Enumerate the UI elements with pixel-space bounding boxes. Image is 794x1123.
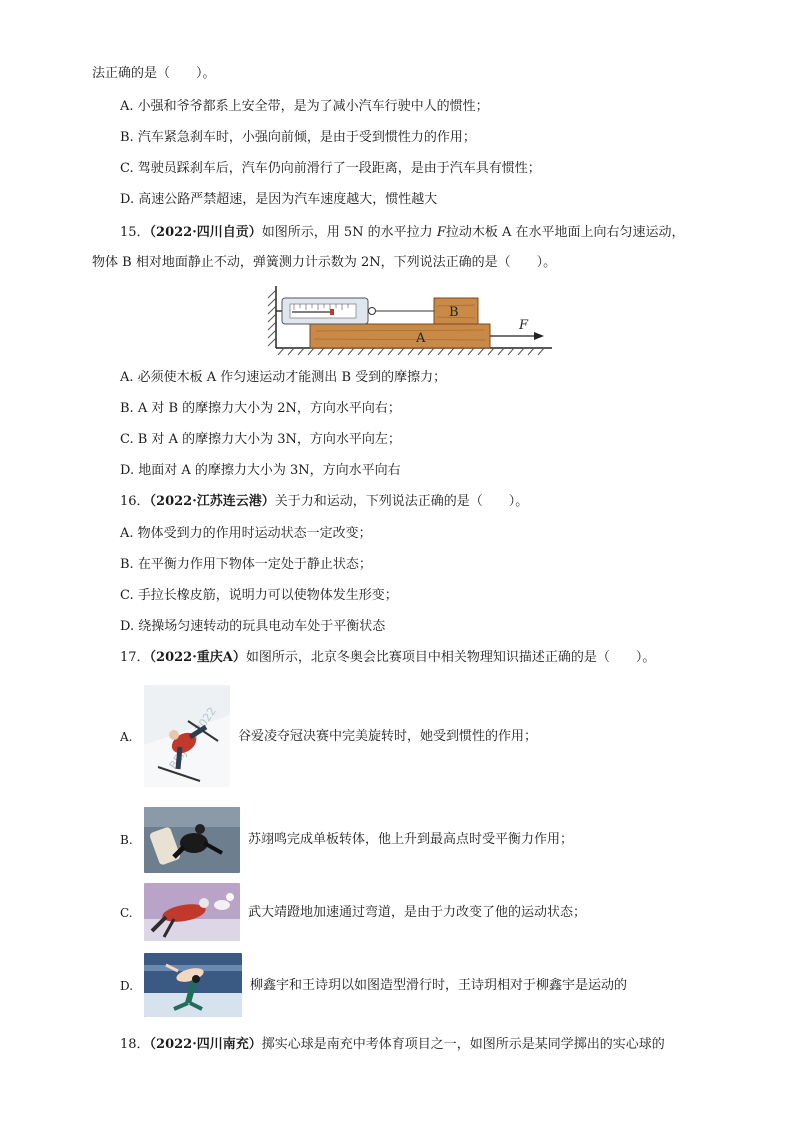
force-arrow [490,318,544,340]
block-b [434,298,478,324]
q16-stem-text: 关于力和运动，下列说法正确的是（ ）。 [274,494,529,509]
q15-force-symbol: F [436,225,446,240]
q17-option-a-text: 谷爱凌夺冠决赛中完美旋转时，她受到惯性的作用； [238,729,538,744]
board-a [310,324,490,348]
prev-option-c: C. 驾驶员踩刹车后，汽车仍向前滑行了一段距离，是由于汽车具有惯性； [120,161,541,176]
snowboard-photo [144,807,240,873]
q16-number: 16． [120,494,150,509]
q15-option-c: C. B 对 A 的摩擦力大小为 3N，方向水平向左； [120,432,401,447]
q15-source: （2022·四川自贡） [149,225,262,240]
q16-option-b: B. 在平衡力作用下物体一定处于静止状态； [120,557,372,572]
q16-option-c: C. 手拉长橡皮筋，说明力可以使物体发生形变； [120,588,398,603]
prev-option-d: D. 高速公路严禁超速，是因为汽车速度越大，惯性越大 [120,192,438,207]
q15-stem-part2: 拉动木板 A 在水平地面上向右匀速运动， [445,225,685,240]
q15-number: 15． [120,225,150,240]
label-b: B [449,305,459,320]
q16-source: （2022·江苏连云港） [149,494,275,509]
q15-figure [264,284,554,356]
q17-option-d-text: 柳鑫宇和王诗玥以如图造型滑行时，王诗玥相对于柳鑫宇是运动的 [250,978,628,993]
prev-question-tail: 法正确的是（ ）。 [92,66,216,81]
label-f: F [519,318,529,333]
q15-stem-line2: 物体 B 相对地面静止不动，弹簧测力计示数为 2N，下列说法正确的是（ ）。 [92,255,557,270]
q17-stem-text: 如图所示，北京冬奥会比赛项目中相关物理知识描述正确的是（ ）。 [245,650,656,665]
short-track-photo [144,883,240,941]
q17-source: （2022·重庆A） [149,650,246,665]
q16-stem [120,492,528,512]
wall [268,286,276,348]
q16-option-a: A. 物体受到力的作用时运动状态一定改变； [120,526,372,541]
ice-dance-photo [144,953,242,1017]
q16-option-d: D. 绕操场匀速转动的玩具电动车处于平衡状态 [120,619,386,634]
label-a: A [416,331,426,346]
prev-option-b: B. 汽车紧急刹车时，小强向前倾，是由于受到惯性力的作用； [120,130,476,145]
q18-stem [120,1035,665,1055]
q15-option-a: A. 必须使木板 A 作匀速运动才能测出 B 受到的摩擦力； [120,370,447,385]
spring-scale [276,298,434,324]
q17-option-a-label: A. [120,730,133,744]
freestyle-skiing-photo [144,685,230,787]
q15-option-d: D. 地面对 A 的摩擦力大小为 3N，方向水平向右 [120,463,401,478]
q17-option-b-text: 苏翊鸣完成单板转体，他上升到最高点时受平衡力作用； [248,832,574,847]
ground [276,348,552,355]
q18-stem-text: 掷实心球是南充中考体育项目之一，如图所示是某同学掷出的实心球的 [261,1037,665,1052]
q17-number: 17． [120,650,150,665]
q17-option-c-text: 武大靖蹬地加速通过弯道，是由于力改变了他的运动状态； [248,905,587,920]
svg-text:BEIJING 2022: 2022 [192,704,219,736]
q15-stem-line1 [120,223,685,243]
q15-option-b: B. A 对 B 的摩擦力大小为 2N，方向水平向右； [120,401,401,416]
q18-number: 18． [120,1037,150,1052]
prev-option-a: A. 小强和爷爷都系上安全带，是为了减小汽车行驶中人的惯性； [120,99,489,114]
q17-option-c-label: C. [120,906,133,920]
q17-option-d-label: D. [120,979,134,993]
q18-source: （2022·四川南充） [149,1037,262,1052]
q15-stem-part1: 如图所示，用 5N 的水平拉力 [261,225,437,240]
q17-option-b-label: B. [120,833,133,847]
q17-stem [120,648,655,668]
